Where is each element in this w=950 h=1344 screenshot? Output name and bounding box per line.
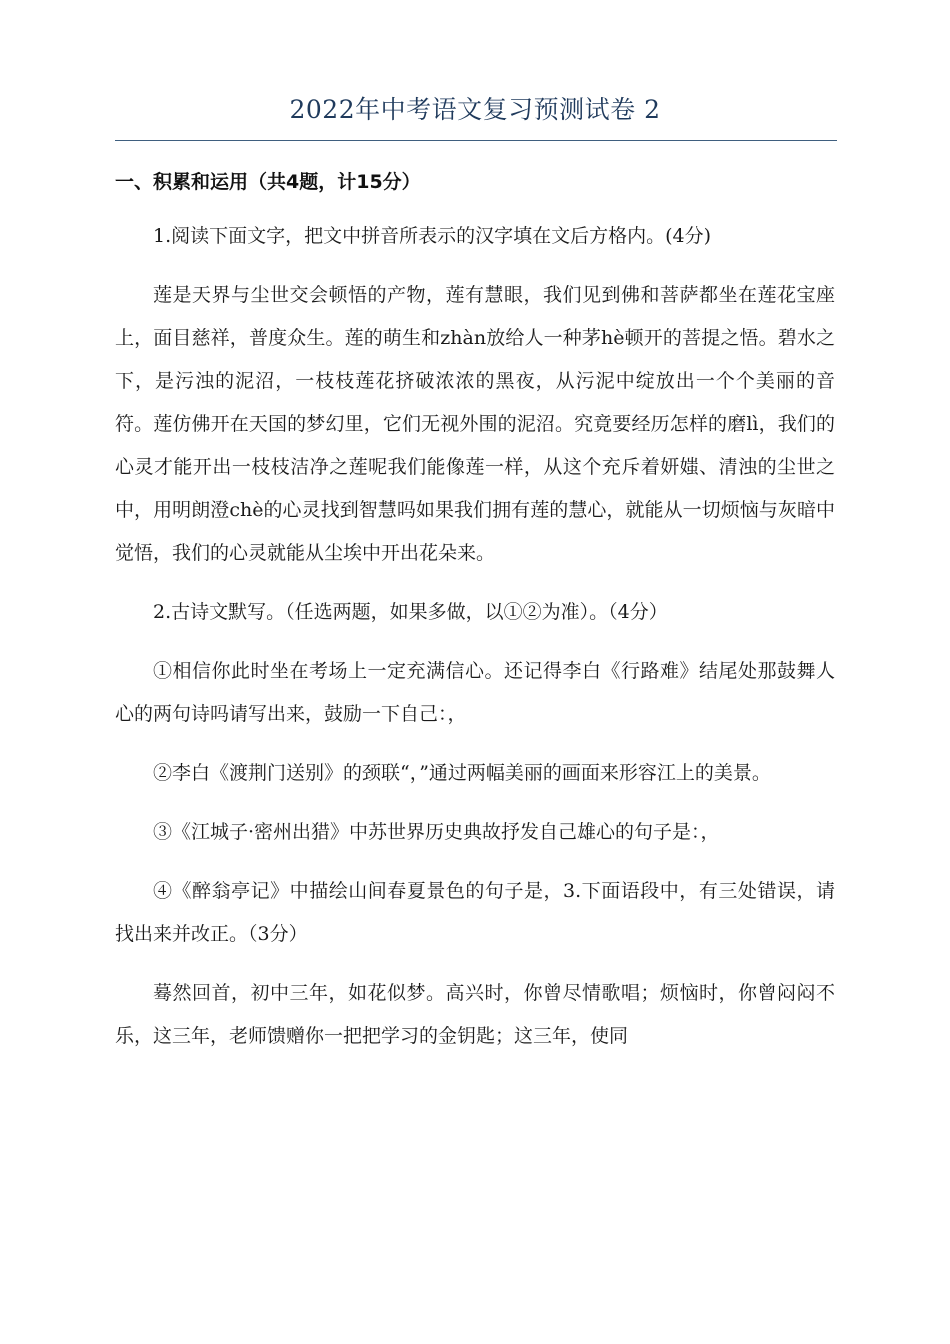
section-heading: 一、积累和运用（共4题，计15分）: [115, 171, 421, 193]
question-3-passage: 蓦然回首，初中三年，如花似梦。高兴时，你曾尽情歌唱；烦恼时，你曾闷闷不乐，这三年，老师馈赠你一把把学习的金钥匙；这三年，使同: [115, 982, 835, 1047]
question-2-item-3: ③《江城子·密州出猎》中苏世界历史典故抒发自己雄心的句子是：，: [153, 821, 720, 843]
question-1-passage: 莲是天界与尘世交会顿悟的产物，莲有慧眼，我们见到佛和菩萨都坐在莲花宝座上，面目慈祥，普度众生。莲的萌生和zhàn放给人一种茅hè顿开的菩提之悟。碧水之下，是污浊的泥沼，一枝枝莲花挤破浓浓的黑夜，从污泥中绽放出一个个美丽的音符。莲仿佛开在天国的梦幻里，它们无视外围的泥沼。究竟要经历怎样的磨lì，我们的心灵才能开出一枝枝洁净之莲呢我们能像莲一样，从这个充斥着妍媸、清浊的尘世之中，用明朗澄chè的心灵找到智慧吗如果我们拥有莲的慧心，就能从一切烦恼与灰暗中觉悟，我们的心灵就能从尘埃中开出花朵来。: [115, 284, 835, 564]
title-divider: [115, 140, 837, 141]
document-title: 2022年中考语文复习预测试卷 2: [289, 95, 661, 124]
question-2-instruction: 2.古诗文默写。（任选两题，如果多做，以①②为准）。（4分）: [153, 601, 668, 623]
question-1-instruction: 1.阅读下面文字，把文中拼音所表示的汉字填在文后方格内。(4分): [153, 225, 712, 247]
question-2-item-1: ①相信你此时坐在考场上一定充满信心。还记得李白《行路难》结尾处那鼓舞人心的两句诗吗请写出来，鼓励一下自己：，: [115, 660, 835, 725]
question-2-item-4: ④《醉翁亭记》中描绘山间春夏景色的句子是，3.下面语段中，有三处错误，请找出来并改正。（3分）: [115, 880, 835, 945]
question-2-item-2: ②李白《渡荆门送别》的颈联“，”通过两幅美丽的画面来形容江上的美景。: [153, 762, 771, 784]
